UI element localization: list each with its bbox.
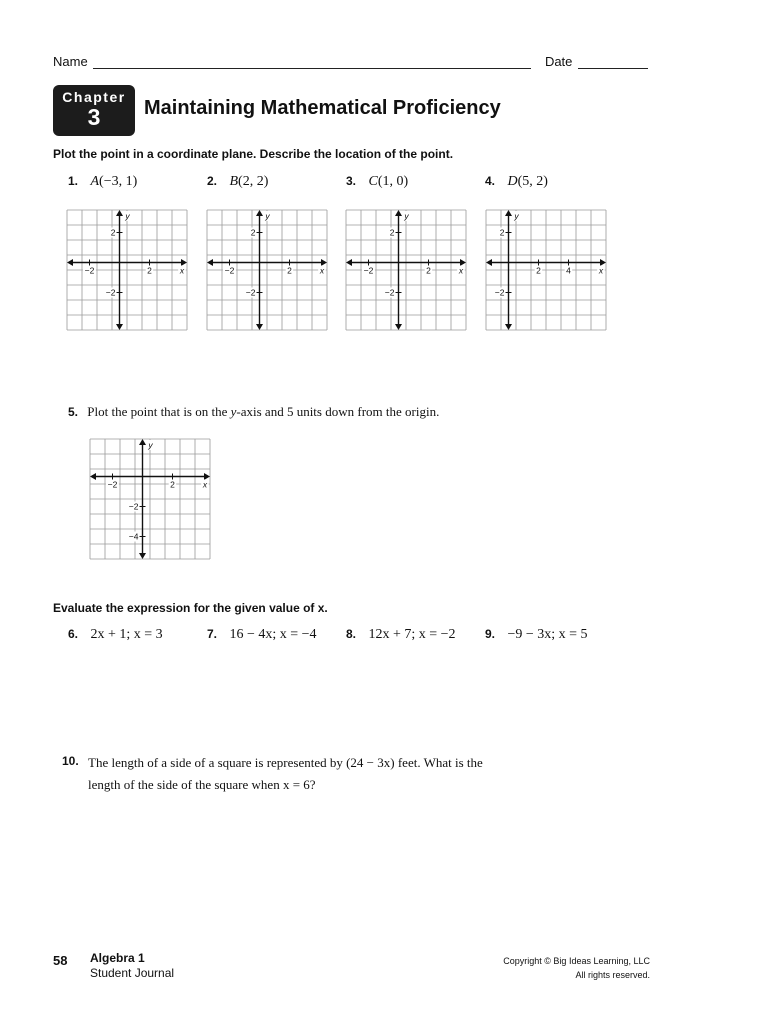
- coordinate-grid-4[interactable]: [485, 209, 607, 331]
- section1-instruction: Plot the point in a coordinate plane. Describe the location of the point.: [53, 147, 454, 161]
- coordinate-grid-1[interactable]: [66, 209, 188, 331]
- problem-expression: 16 − 4x; x = −4: [229, 627, 317, 642]
- date-field[interactable]: [578, 56, 648, 69]
- y-tick-label: 2: [389, 227, 395, 238]
- problem-10-line2: length of the side of the square when x = 6?: [88, 777, 316, 792]
- problem-10-line1: The length of a side of a square is represented by (24 − 3x) feet. What is the: [88, 755, 483, 770]
- page-number: 58: [53, 953, 68, 968]
- x-tick-label: 2: [170, 479, 175, 490]
- problem-5-text-after: -axis and 5 units down from the origin.: [236, 404, 440, 419]
- x-tick-label: 2: [147, 265, 152, 276]
- y-axis-label: y: [514, 211, 519, 221]
- point-label: C: [368, 174, 378, 189]
- point-coords: (2, 2): [238, 174, 269, 189]
- problem-5-var: y: [230, 404, 237, 419]
- copyright: [503, 954, 650, 982]
- problem-4: [485, 172, 548, 190]
- axis-arrow: [486, 259, 492, 266]
- axis-arrow: [256, 324, 263, 330]
- y-axis-label: y: [404, 211, 409, 221]
- point-label: B: [229, 174, 239, 189]
- problem-10: [62, 752, 79, 770]
- y-tick-label: −4: [128, 531, 139, 542]
- point-coords: (5, 2): [517, 174, 548, 189]
- y-tick-label: 2: [110, 227, 116, 238]
- x-tick-label: 2: [426, 265, 431, 276]
- problem-expression: 12x + 7; x = −2: [368, 627, 456, 642]
- page-title: Maintaining Mathematical Proficiency: [144, 97, 501, 119]
- problem-number: 2.: [207, 174, 218, 188]
- point-coords: (−3, 1): [99, 174, 138, 189]
- problem-5-text-before: Plot the point that is on the: [87, 404, 231, 419]
- x-axis-label: x: [179, 265, 185, 276]
- x-tick-label: −2: [224, 265, 235, 276]
- problem-number: 8.: [346, 627, 357, 641]
- y-tick-label: −2: [494, 287, 505, 298]
- section2-instruction: Evaluate the expression for the given value of x.: [53, 601, 328, 615]
- y-tick-label: 2: [250, 227, 256, 238]
- copyright-line2: All rights reserved.: [575, 970, 650, 980]
- copyright-line1: Copyright © Big Ideas Learning, LLC: [503, 956, 650, 966]
- axis-arrow: [346, 259, 352, 266]
- grid-svg[interactable]: [89, 438, 211, 560]
- grid-svg[interactable]: [485, 209, 607, 331]
- axis-arrow: [67, 259, 73, 266]
- axis-arrow: [505, 324, 512, 330]
- problem-number: 10.: [62, 754, 79, 768]
- problem-number: 3.: [346, 174, 357, 188]
- x-axis-label: x: [319, 265, 325, 276]
- x-tick-label: −2: [84, 265, 95, 276]
- problem-number: 6.: [68, 627, 79, 641]
- axis-arrow: [505, 210, 512, 216]
- x-tick-label: −2: [363, 265, 374, 276]
- y-tick-label: −2: [245, 287, 256, 298]
- coordinate-grid-3[interactable]: [345, 209, 467, 331]
- x-tick-label: 2: [287, 265, 292, 276]
- chapter-word: Chapter: [62, 89, 126, 105]
- name-date-row: [53, 54, 648, 69]
- axis-arrow: [116, 210, 123, 216]
- x-axis-label: x: [458, 265, 464, 276]
- y-axis-label: y: [148, 440, 153, 450]
- problem-number: 9.: [485, 627, 496, 641]
- y-axis-label: y: [265, 211, 270, 221]
- problem-expression: 2x + 1; x = 3: [90, 627, 163, 642]
- date-label: Date: [544, 54, 573, 69]
- y-tick-label: −2: [384, 287, 395, 298]
- x-axis-label: x: [598, 265, 604, 276]
- coordinate-grid-5[interactable]: [89, 438, 211, 560]
- problem-number: 7.: [207, 627, 218, 641]
- problem-9: [485, 625, 588, 643]
- problem-7: [207, 625, 317, 643]
- y-tick-label: −2: [128, 501, 139, 512]
- problem-8: [346, 625, 456, 643]
- chapter-number: 3: [87, 104, 101, 130]
- problem-2: [207, 172, 268, 190]
- y-tick-label: 2: [499, 227, 505, 238]
- x-axis-label: x: [202, 479, 208, 490]
- grid-svg[interactable]: [345, 209, 467, 331]
- axis-arrow: [139, 553, 146, 559]
- grid-svg[interactable]: [66, 209, 188, 331]
- footer-book-subtitle: Student Journal: [90, 966, 175, 980]
- problem-number: 4.: [485, 174, 496, 188]
- axis-arrow: [395, 324, 402, 330]
- point-label: A: [90, 174, 100, 189]
- point-label: D: [507, 174, 518, 189]
- axis-arrow: [395, 210, 402, 216]
- problem-expression: −9 − 3x; x = 5: [507, 627, 588, 642]
- problem-number: 5.: [68, 405, 79, 419]
- problem-number: 1.: [68, 174, 79, 188]
- problem-5: [68, 404, 439, 420]
- x-tick-label: −2: [107, 479, 118, 490]
- footer-book-title: Algebra 1: [90, 951, 145, 965]
- name-field[interactable]: [93, 56, 531, 69]
- axis-arrow: [90, 473, 96, 480]
- problem-6: [68, 625, 163, 643]
- problem-10-text: [88, 752, 483, 796]
- problem-1: [68, 172, 137, 190]
- axis-arrow: [116, 324, 123, 330]
- y-axis-label: y: [125, 211, 130, 221]
- axis-arrow: [207, 259, 213, 266]
- axis-arrow: [256, 210, 263, 216]
- grid-svg[interactable]: [206, 209, 328, 331]
- axis-arrow: [139, 439, 146, 445]
- coordinate-grid-2[interactable]: [206, 209, 328, 331]
- x-tick-label: 4: [566, 265, 571, 276]
- x-tick-label: 2: [536, 265, 541, 276]
- y-tick-label: −2: [105, 287, 116, 298]
- problem-3: [346, 172, 408, 190]
- chapter-badge: [53, 85, 135, 136]
- point-coords: (1, 0): [377, 174, 409, 189]
- name-label: Name: [53, 54, 88, 69]
